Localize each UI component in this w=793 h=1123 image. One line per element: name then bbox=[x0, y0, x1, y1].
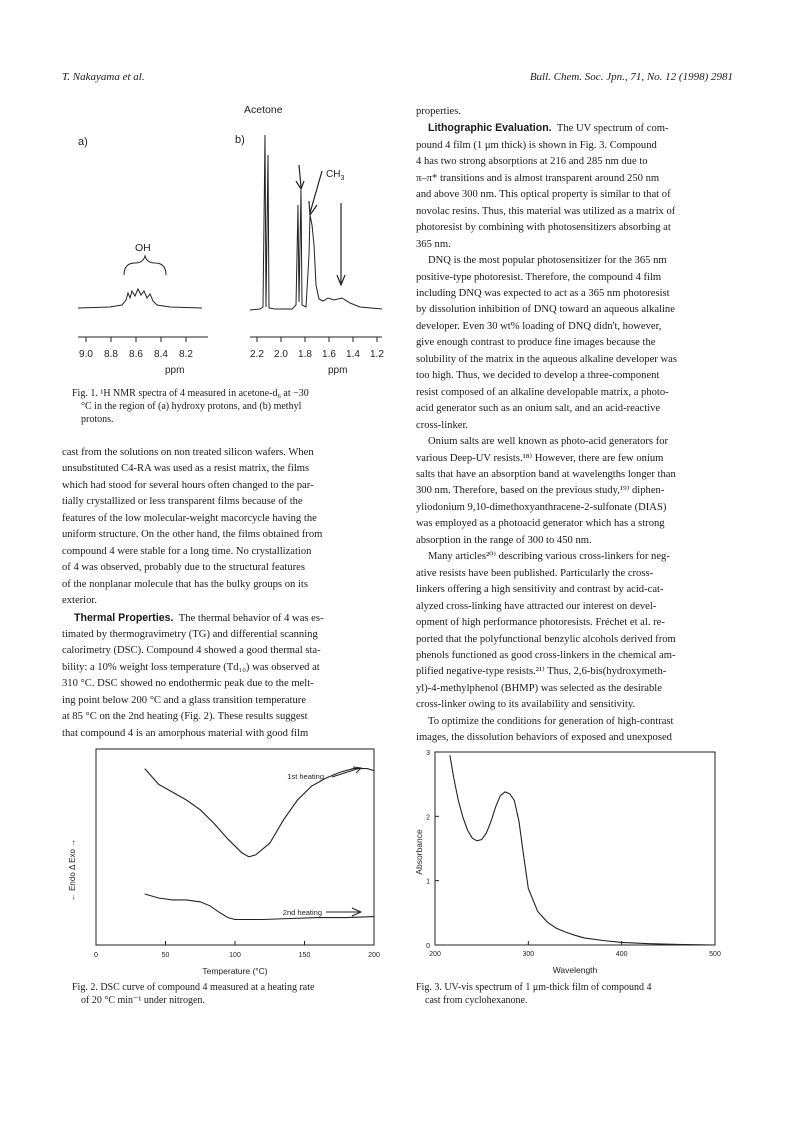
nmr-tick-labels bbox=[79, 349, 384, 360]
caption-line: Fig. 3. UV-vis spectrum of 1 μm-thick film of compound 4 bbox=[416, 982, 652, 993]
tick-label: 2.0 bbox=[274, 349, 288, 360]
body-line: The thermal behavior of 4 was es- bbox=[178, 612, 324, 624]
body-line: too high. Thus, we decided to develop a three-component bbox=[416, 370, 660, 382]
body-line: various Deep-UV resists.¹⁸⁾ However, there are few onium bbox=[416, 452, 664, 464]
tick-label: 400 bbox=[615, 951, 628, 958]
body-line: bility: a 10% weight loss temperature (Td₁₀) was observed at bbox=[62, 661, 320, 673]
y-axis-label: Absorbance bbox=[414, 829, 424, 875]
body-line: unsubstituted C4-RA was used as a resist matrix, the films bbox=[62, 463, 310, 475]
tick-label: 8.4 bbox=[154, 349, 168, 360]
body-line: developer. Even 30 wt% loading of DNQ didn't, however, bbox=[416, 320, 662, 332]
body-line: 365 nm. bbox=[416, 238, 451, 250]
body-line: Many articles²⁰⁾ describing various cross-linkers for neg- bbox=[428, 551, 670, 563]
body-line: cross-linker. bbox=[416, 419, 469, 431]
tick-label: 50 bbox=[161, 952, 170, 959]
figure-3-uvvis bbox=[408, 740, 733, 980]
tick-label: 1.8 bbox=[298, 349, 312, 360]
body-line: The UV spectrum of com- bbox=[556, 123, 669, 135]
axis-unit-b: ppm bbox=[328, 365, 348, 376]
tick-label: 0 bbox=[94, 952, 98, 959]
panel-a-label: a) bbox=[78, 136, 88, 148]
body-line: alyzed cross-linking have attracted our interest on devel- bbox=[416, 600, 657, 612]
caption-line: of 20 °C min⁻¹ under nitrogen. bbox=[81, 995, 205, 1006]
tick-label: 200 bbox=[429, 951, 441, 958]
body-line: was employed as a photoacid generator which has a strong bbox=[416, 518, 665, 530]
body-line: acid generator such as an onium salt, and an acid-reactive bbox=[416, 403, 661, 415]
body-line: features of the low molecular-weight macorcycle having the bbox=[62, 512, 317, 524]
body-line: of the nonplanar molecule that has the bulky groups on its bbox=[62, 578, 308, 590]
nmr-axes bbox=[78, 337, 382, 342]
nmr-a-trace bbox=[78, 289, 202, 308]
tick-label: 9.0 bbox=[79, 349, 93, 360]
oh-brace bbox=[124, 256, 166, 275]
x-axis-label: Wavelength bbox=[552, 965, 598, 975]
figure-1-caption bbox=[72, 387, 392, 426]
caption-line: °C in the region of (a) hydroxy protons, and (b) methyl bbox=[81, 401, 302, 412]
oh-label: OH bbox=[135, 242, 151, 254]
tick-label: 1.6 bbox=[322, 349, 336, 360]
figure-3-caption bbox=[416, 981, 736, 1007]
body-line: DNQ is the most popular photosensitizer for the 365 nm bbox=[428, 255, 667, 267]
tick-label: 2.2 bbox=[250, 349, 264, 360]
body-line: ported that the polyfunctional benzylic alcohols derived from bbox=[416, 633, 676, 645]
body-line: π–π* transitions and is almost transparent around 250 nm bbox=[416, 172, 660, 184]
running-header-authors: T. Nakayama et al. bbox=[62, 71, 145, 83]
series-label-1st: 1st heating bbox=[287, 772, 324, 781]
plot-frame bbox=[435, 752, 715, 945]
body-line: uniform structure. On the other hand, the films obtained from bbox=[62, 529, 323, 541]
body-line: of 4 was observed, probably due to the structural features bbox=[62, 562, 305, 574]
body-line: pound 4 film (1 μm thick) is shown in Fig. 3. Compound bbox=[416, 139, 657, 151]
body-line: resist composed of an alkaline developable matrix, a photo- bbox=[416, 386, 669, 398]
caption-line: Fig. 1. ¹H NMR spectra of 4 measured in acetone-d₆ at −30 bbox=[72, 388, 309, 399]
body-line: 4 has two strong absorptions at 216 and 285 nm due to bbox=[416, 156, 648, 168]
uv-series bbox=[450, 755, 715, 945]
dsc-series bbox=[145, 769, 374, 920]
body-line: yliodonium 9,10-dimethoxyanthracene-2-sulfonate (DIAS) bbox=[416, 501, 667, 513]
body-line: cast from the solutions on non treated silicon wafers. When bbox=[62, 447, 314, 458]
tick-label: 200 bbox=[368, 952, 380, 959]
ch3-label: $CH_3$ bbox=[326, 169, 345, 182]
caption-line: Fig. 2. DSC curve of compound 4 measured at a heating rate bbox=[72, 982, 315, 993]
series-line-2nd-heating bbox=[145, 894, 374, 920]
tick-label: 3 bbox=[426, 750, 430, 757]
figure-1-nmr bbox=[60, 95, 400, 385]
body-line: plified negative-type resists.²¹⁾ Thus, 2,6-bis(hydroxymeth- bbox=[416, 666, 667, 678]
body-line: Onium salts are well known as photo-acid generators for bbox=[428, 436, 669, 448]
body-line: properties. bbox=[416, 106, 462, 117]
body-line: novolac resins. Thus, this material was utilized as a matrix of bbox=[416, 205, 676, 217]
tick-label: 100 bbox=[229, 952, 241, 959]
body-line: absorption in the range of 300 to 450 nm. bbox=[416, 534, 592, 546]
body-line: give enough contrast to produce fine images because the bbox=[416, 337, 656, 349]
body-line: images, the dissolution behaviors of exposed and unexposed bbox=[416, 732, 672, 744]
arrow-icon bbox=[296, 165, 304, 189]
y-axis-label: ← Endo Δ Exo → bbox=[68, 838, 77, 902]
figure-2-dsc bbox=[54, 740, 394, 980]
body-line: ing point below 200 °C and a glass transition temperature bbox=[62, 694, 307, 706]
series-line-absorbance bbox=[450, 755, 715, 945]
body-line: cross-linker owing to its availability and sensitivity. bbox=[416, 699, 636, 711]
body-line: photoresist by combining with photosensitizers absorbing at bbox=[416, 222, 671, 234]
series-label-2nd: 2nd heating bbox=[282, 908, 322, 917]
body-line: 300 nm. Therefore, based on the previous study,¹⁹⁾ diphen- bbox=[416, 485, 665, 497]
caption-line: cast from cyclohexanone. bbox=[425, 995, 528, 1006]
left-column bbox=[62, 445, 388, 742]
tick-label: 8.2 bbox=[179, 349, 193, 360]
body-line: ative resists have been published. Particularly the cross- bbox=[416, 567, 654, 579]
x-axis bbox=[94, 941, 380, 959]
tick-label: 2 bbox=[426, 814, 430, 822]
right-column bbox=[416, 104, 731, 747]
tick-label: 1.4 bbox=[346, 349, 360, 360]
arrow-icon bbox=[326, 908, 361, 916]
arrow-icon bbox=[309, 171, 322, 215]
body-line: tially crystallized or less transparent films because of the bbox=[62, 496, 303, 508]
body-line: compound 4 were stable for a long time. No crystallization bbox=[62, 545, 312, 557]
x-axis-label: Temperature (°C) bbox=[202, 966, 268, 976]
body-line: To optimize the conditions for generation of high-contrast bbox=[428, 715, 674, 727]
tick-label: 300 bbox=[522, 951, 535, 958]
nmr-b-trace bbox=[250, 135, 382, 310]
tick-label: 0 bbox=[426, 943, 430, 950]
body-line: that compound 4 is an amorphous material with good film bbox=[62, 727, 309, 739]
body-line: phenols functioned as good cross-linkers in the chemical am- bbox=[416, 649, 676, 661]
body-line: at 85 °C on the 2nd heating (Fig. 2). These results suggest bbox=[62, 711, 308, 723]
tick-label: 8.6 bbox=[129, 349, 143, 360]
body-line: linkers offering a high sensitivity and contrast by acid-cat- bbox=[416, 584, 664, 596]
arrow-icon bbox=[337, 203, 345, 285]
body-line: timated by thermogravimetry (TG) and differential scanning bbox=[62, 628, 318, 640]
section-heading-litho: Lithographic Evaluation. bbox=[428, 122, 552, 135]
body-line: salts that have an absorption band at wavelengths longer than bbox=[416, 468, 676, 480]
figure-2-caption bbox=[72, 981, 392, 1007]
tick-label: 1 bbox=[426, 878, 430, 886]
series-line-1st-heating bbox=[145, 769, 374, 857]
body-line: which had stood for several hours often changed to the par- bbox=[62, 479, 314, 491]
litho-paragraph-start bbox=[416, 120, 731, 137]
body-line: 310 °C. DSC showed no endothermic peak due to the melt- bbox=[62, 678, 314, 690]
panel-b-label: b) bbox=[235, 134, 245, 146]
caption-line: protons. bbox=[81, 414, 114, 425]
tick-label: 150 bbox=[298, 952, 311, 959]
thermal-paragraph-start bbox=[62, 610, 388, 627]
body-line: yl)-4-methylphenol (BHMP) was selected as the desirable bbox=[416, 682, 662, 694]
body-line: by dissolution inhibition of DNQ toward an aqueous alkaline bbox=[416, 304, 675, 316]
tick-label: 500 bbox=[709, 951, 721, 958]
body-line: solubility of the matrix in the aqueous alkaline developer was bbox=[416, 353, 677, 365]
plot-frame bbox=[96, 749, 374, 945]
running-header-journal: Bull. Chem. Soc. Jpn., 71, No. 12 (1998) 2981 bbox=[529, 71, 733, 83]
section-heading-thermal: Thermal Properties. bbox=[74, 611, 174, 624]
body-line: positive-type photoresist. Therefore, the compound 4 film bbox=[416, 271, 662, 283]
body-line: opment of high performance photoresists. Fréchet et al. re- bbox=[416, 617, 665, 629]
tick-label: 8.8 bbox=[104, 349, 118, 360]
body-line: calorimetry (DSC). Compound 4 showed a good thermal sta- bbox=[62, 645, 321, 657]
axis-unit-a: ppm bbox=[165, 365, 185, 376]
body-line: exterior. bbox=[62, 595, 98, 607]
body-line: and above 300 nm. This optical property is similar to that of bbox=[416, 189, 671, 201]
axes bbox=[426, 750, 721, 958]
body-line: including DNQ was expected to act as a 365 nm photoresist bbox=[416, 287, 670, 299]
tick-label: 1.2 bbox=[370, 349, 384, 360]
solvent-label: Acetone bbox=[244, 104, 283, 116]
